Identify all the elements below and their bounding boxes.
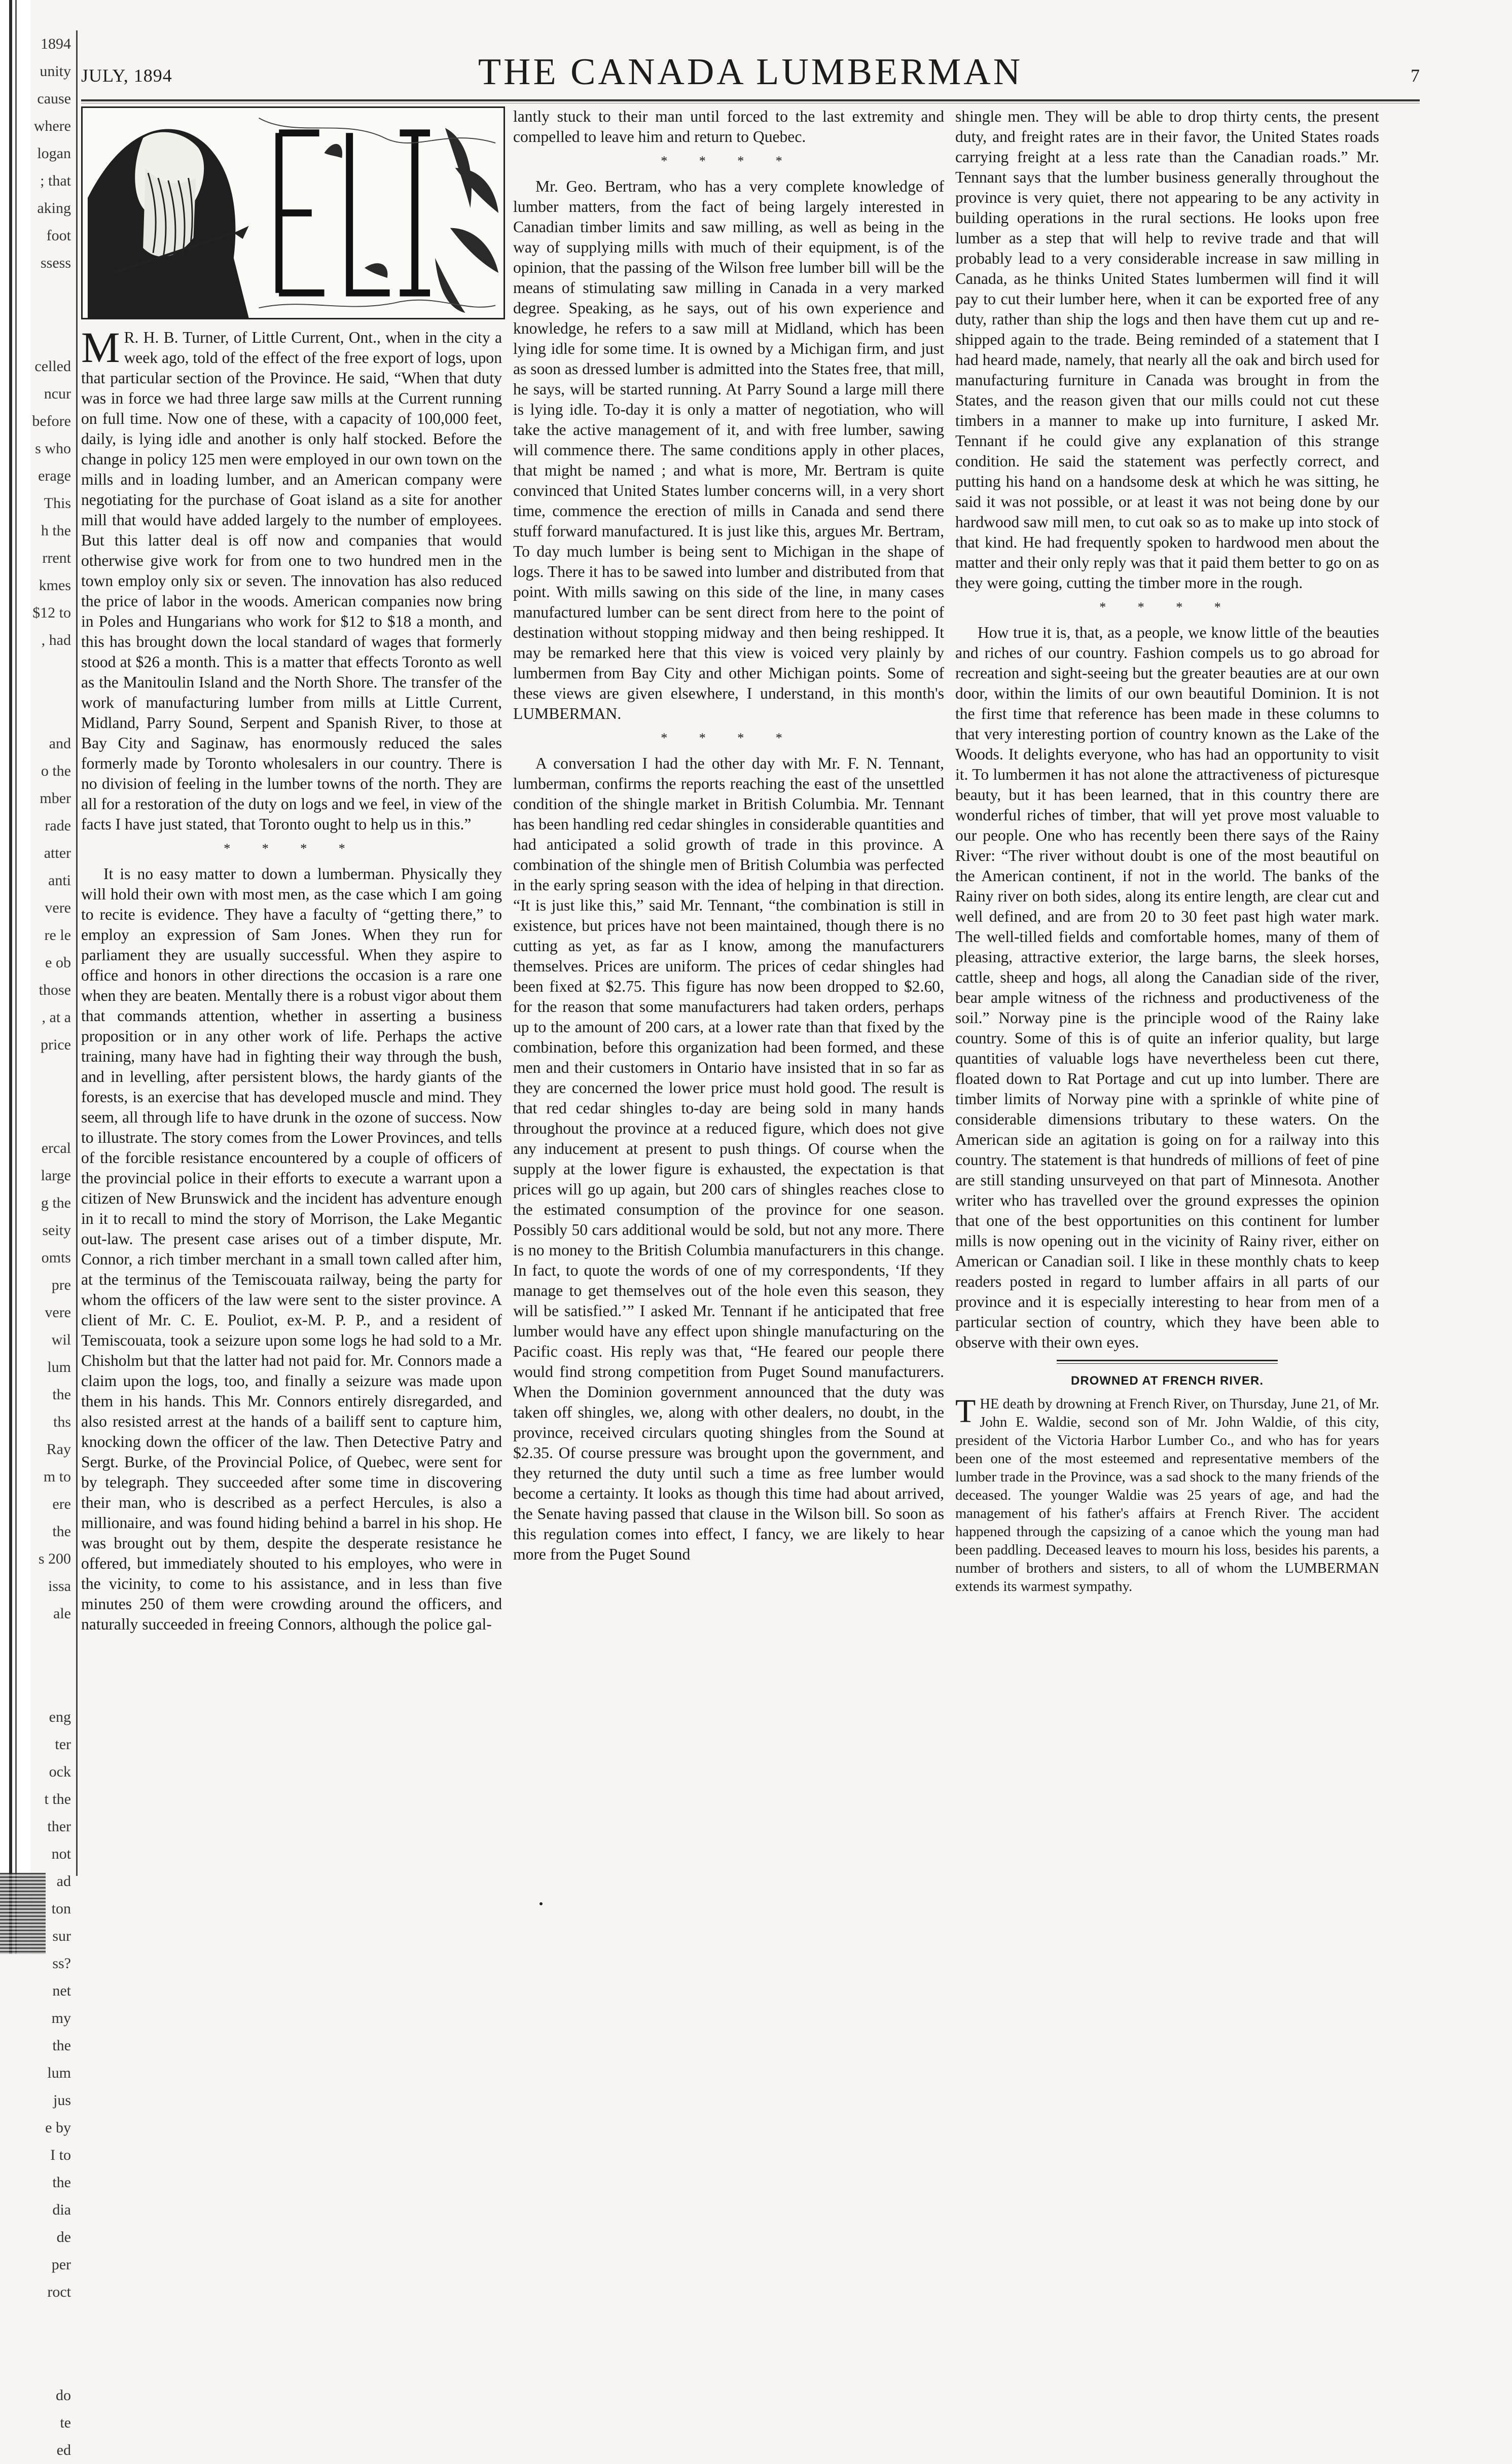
previous-page-fragment: ss? <box>52 1955 71 1972</box>
previous-page-fragment: s 200 <box>38 1550 71 1567</box>
heading-rule <box>1057 1360 1278 1361</box>
previous-page-fragment: ton <box>51 1900 71 1917</box>
previous-page-fragment: lum <box>47 2064 71 2081</box>
article-tennant-paragraph: A conversation I had the other day with Mr. F. N. Tennant, lumberman, confirms the reports reaching the east of the unsettled condition of the shingle market in British Columbia. Mr. Tennant has been handling red cedar shingles in considerable quantities and had anticipated a solid growth of trade in this province. A combination of the shingle men of British Columbia was perfected in the early spring season with the idea of helping in that direction. “It is just like this,” said Mr. Tennant, “the combination is still in existence, but prices have not been maintained, though there is no cutting as yet, as far as I know, among the manufacturers themselves. Prices are uniform. The prices of cedar shingles had been fixed at $2.75. This figure has now been dropped to $2.60, for the reason that some manufacturers had taken orders, perhaps up to the amount of 200 cars, at a lower rate than that fixed by the combination, before this organization had been formed, and these men and their customers in Ontario have insisted that in so far as they are concerned the lower price must hold good. The result is that red cedar shingles to-day are being sold in many hands throughout the province at a reduced figure, which does not give any inducement at present to push things. Of course when the supply at the lower figure is exhausted, the expectation is that prices will go up again, but 200 cars of shingles reaches close to the estimated consumption of the province for one season. Possibly 50 cars additional would be sold, but not any more. There is no money to the British Columbia manufacturers in this change. In fact, to quote the words of one of my correspondents, ‘If they manage to get themselves out of the hole even this season, they will be satisfied.’” I asked Mr. Tennant if he anticipated that free lumber would have any effect upon shingle manufacturing on the Pacific coast. His reply was that, “He feared our people there would find strong competition from Puget Sound manufacturers. When the Dominion government announced that the duty was taken off shingles, we, along with other dealers, no doubt, in the province, received circulars quoting shingles from the Sound at $2.35. Of course pressure was brought upon the government, and they returned the duty until such a time as free lumber would become a certainty. It looks as though this time had about arrived, the Senate having passed that clause in the Wilson bill. So soon as this regulation comes into effect, I fancy, we are likely to hear more from the Puget Sound <box>513 754 944 1563</box>
article-turner-paragraph: R. H. B. Turner, of Little Current, Ont., when in the city a week ago, told of the effect of the free export of logs, upon that particular section of the Province. He said, “When that duty was in force we had three large saw mills at the Current running on full time. Now one of these, with a capacity of 100,000 feet, daily, is lying idle and another is only half stocked. Before the change in policy 125 men were employed in our own town on the mills and in loading lumber, and an American company were negotiating for the purchase of Goat island as a site for another mill that would have added largely to the number of employees. But this latter deal is off now and companies that would otherwise give work for from one to two hundred men in the town employ only six or seven. The innovation has also reduced the price of labor in the woods. American companies now bring in Poles and Hungarians who work for $12 to $18 a month, and this has brought down the local standard of wages that formerly stood at $26 a month. This is a matter that effects Toronto as well as the Manitoulin Island and the North Shore. The transfer of the work of manufacturing lumber from mills at Little Current, Midland, Parry Sound, Serpent and Spanish River, to those at Bay City and Saginaw, has enormously reduced the sales formerly made by Toronto wholesalers in our country. There is no division of feeling in the lumber towns of the north. They are all for a restoration of the duty on logs and we feel, in view of the facts I have just stated, that Toronto ought to help us in this.” <box>81 329 502 833</box>
previous-page-fragment: ock <box>49 1763 71 1780</box>
previous-page-fragment: roct <box>47 2284 71 2300</box>
previous-page-fragment: te <box>60 2414 71 2431</box>
decorative-initial-illustration <box>81 106 505 319</box>
previous-page-fragment: atter <box>44 845 71 861</box>
fragment-gap <box>20 1059 71 1135</box>
previous-page-fragment: my <box>51 2010 71 2026</box>
previous-page-fragment: h the <box>41 522 71 539</box>
page-header <box>81 51 1420 99</box>
drowned-article-text: HE death by drowning at French River, on Thursday, June 21, of Mr. John E. Waldie, second son of Mr. John Waldie, of this city, president of the Victoria Harbor Lumber Co., and who has for years been one of the most esteemed and representative members of the lumber trade in the Province, was a sad shock to the many friends of the deceased. The younger Waldie was 25 years of age, and had the management of his father's affairs at French River. The accident happened through the capsizing of a canoe which the young man had been paddling. Deceased leaves to mourn his loss, besides his parents, a number of brothers and sisters, to all of whom the LUMBERMAN extends its warmest sympathy. <box>955 1396 1379 1595</box>
previous-page-fragment: This <box>44 495 71 512</box>
column-1 <box>81 106 502 1635</box>
previous-page-fragment: erage <box>38 467 71 484</box>
previous-page-fragment: t the <box>44 1791 71 1807</box>
previous-page-fragment: net <box>52 1982 71 1999</box>
previous-page-fragment: e ob <box>45 954 71 971</box>
previous-page-fragment: the <box>52 1523 71 1540</box>
article-bertram-paragraph: Mr. Geo. Bertram, who has a very complete knowledge of lumber matters, from the fact of being largely interested in Canadian timber limits and saw milling, as well as being in the way of supplying mills with much of their equipment, is of the opinion, that the passing of the Wilson free lumber bill will be the means of stimulating saw milling in Canada in a very marked degree. Speaking, as he says, out of his own experience and knowledge, he refers to a saw mill at Midland, which has been lying idle for some time. It is owned by a Michigan firm, and just as soon as dressed lumber is admitted into the States free, that mill, he says, will be started running. At Parry Sound a large mill there is lying idle. To-day it is only a matter of negotiation, who will take the active management of it, and with free lumber, sawing will commence there. The same conditions apply in other places, that might be named ; and what is more, Mr. Bertram is quite convinced that United States lumber concerns will, in a very short time, commence the erection of mills in Canada and send there stuff forward manufactured. It is just like this, argues Mr. Bertram, To day much lumber is being sent to Michigan in the shape of logs. There it has to be sawed into lumber and distributed from that point. With mills sawing on this side of the line, in many cases manufactured lumber can be sent direct from here to the point of destination without stopping midway and then being reshipped. It may be remarked here that this view is voiced very plainly by lumbermen from Bay City and other Michigan points. Some of these views are given elsewhere, I understand, in this month's LUMBERMAN. <box>513 177 944 722</box>
previous-page-fragment: logan <box>37 145 71 162</box>
fragment-gap <box>20 277 71 353</box>
previous-page-fragment: celled <box>34 358 71 375</box>
previous-page-fragment: ercal <box>41 1140 71 1156</box>
fragment-gap <box>20 654 71 730</box>
previous-page-fragment: re le <box>44 927 71 944</box>
previous-page-fragment: Ray <box>46 1441 71 1458</box>
header-rule <box>81 99 1420 101</box>
previous-page-fragment: mber <box>40 790 71 807</box>
masthead-title: THE CANADA LUMBERMAN <box>478 51 1023 93</box>
previous-page-fragment: aking <box>37 200 71 216</box>
previous-page-fragment: vere <box>45 899 71 916</box>
previous-page-fragment: not <box>51 1845 71 1862</box>
previous-page-fragment: the <box>52 1386 71 1403</box>
woodcut-figure-icon <box>83 108 503 318</box>
previous-page-fragment: s who <box>35 440 71 457</box>
section-separator: * * * * <box>661 154 797 168</box>
previous-page-fragment: eng <box>49 1709 71 1725</box>
previous-page-fragment: wil <box>51 1331 71 1348</box>
section-separator: * * * * <box>661 731 797 745</box>
previous-page-fragment: where <box>33 118 71 134</box>
previous-page-fragment: before <box>32 413 71 429</box>
previous-page-fragment: de <box>56 2229 71 2245</box>
drowned-heading: DROWNED AT FRENCH RIVER. <box>1071 1374 1264 1388</box>
previous-page-fragment: do <box>56 2387 71 2404</box>
previous-page-fragment: ad <box>56 1873 71 1890</box>
previous-page-fragment: 1894 <box>41 35 71 52</box>
print-speck <box>539 1902 543 1905</box>
drop-cap: T <box>955 1393 976 1430</box>
article-continuation-paragraph: lantly stuck to their man until forced to the last extremity and compelled to leave him and return to Quebec. <box>513 107 944 146</box>
previous-page-fragment: ther <box>47 1818 71 1835</box>
previous-page-fragment: vere <box>45 1304 71 1321</box>
fragment-gap <box>20 2306 71 2382</box>
previous-page-fragment: ere <box>52 1496 71 1512</box>
previous-page-fragment: ssess <box>40 255 71 271</box>
previous-page-fragment: ncur <box>44 385 71 402</box>
previous-page-fragment: ed <box>56 2442 71 2458</box>
section-separator: * * * * <box>224 841 359 856</box>
article-lumberman-paragraph: It is no easy matter to down a lumberman. Physically they will hold their own with most men, as the case which I am going to recite is evidence. They have a faculty of “getting there,” to employ an expression of Sam Jones. When they run for parliament they are usually successful. When they aspire to office and honors in other directions the occasion is a rare one when they are beaten. Mentally there is a robust vigor about them that commands attention, whether in asserting a business proposition or in any other work of life. Perhaps the active training, many have had in fighting their way through the bush, and in levelling, after persistent blows, the hardy giants of the forests, is an exercise that has developed muscle and mind. They seem, all through life to have drunk in the ozone of success. Now to illustrate. The story comes from the Lower Provinces, and tells of the forcible resistance encountered by a couple of officers of the provincial police in their efforts to execute a warrant upon a citizen of New Brunswick and the incident has adventure enough in it to recall to mind the story of Morrison, the Lake Megantic out-law. The present case arises out of a timber dispute, Mr. Connor, a rich timber merchant in a small town called after him, at the terminus of the Temiscouata railway, being the party for whom the officers of the law were sent to the sister province. A client of Mr. C. E. Pouliot, ex-M. P. P., and a resident of Temiscouata, took a seizure upon some logs he had sold to a Mr. Chisholm but that the latter had not paid for. Mr. Connors made a claim upon the logs, too, and finally a seizure was made upon them in his hands. This Mr. Connors entirely disregarded, and also resisted arrest at the hands of a bailiff sent to capture him, knocking down the officer of the law. Then Detective Patry and Sergt. Burke, of the Provincial Police, of Quebec, were sent for by telegraph. They succeeded after some time in discovering their man, who is described as a perfect Hercules, is also a millionaire, and was found hiding behind a barrel in his shop. He was brought out by them, despite the desperate resistance he offered, but immediately shouted to his employes, who were in the vicinity, to come to his assistance, and in less than five minutes 250 of them were crowding around the officers, and naturally succeeded in freeing Connors, although the police gal- <box>81 865 502 1633</box>
previous-page-fragment: pre <box>51 1277 71 1293</box>
previous-page-fragment: foot <box>46 227 71 244</box>
previous-page-fragment: per <box>51 2256 71 2273</box>
previous-page-fragment: issa <box>48 1578 71 1595</box>
article-shingle-continuation-paragraph: shingle men. They will be able to drop thirty cents, the present duty, and freight rates are in their favor, the United States roads carrying freight at a less rate than the Canadian roads.” Mr. Tennant says that the lumber business generally throughout the province is very quiet, there not appearing to be any activity in building operations in the rural sections. He looks upon free lumber as a step that will help to revive trade and that will probably lead to a very considerable increase in saw milling in Canada, as he thinks United States lumbermen will find it will pay to cut their lumber here, when it can be exported free of any duty, rather than ship the logs and then have them cut up and re-shipped again to the trade. Being reminded of a statement that I had heard made, namely, that nearly all the oak and birch used for manufacturing furniture in Canada was brought in from the States, and the reason given that our mills could not cut these timbers in a manner to make up into furniture, I asked Mr. Tennant if he could give any explanation of this strange condition. He said the statement was perfectly correct, and putting his hand on a handsome desk at which he was sitting, he said it was not possible, or at least it was not being done by our hardwood saw mill men, to cut oak so as to make up into stock of that kind. He had frequently spoken to hardwood men about the matter and their only reply was that it paid them better to go on as they were going, cutting the timber more in the rough. <box>955 107 1379 592</box>
column-2 <box>513 106 944 1565</box>
previous-page-fragment: e by <box>45 2119 71 2136</box>
previous-page-fragment: , at a <box>42 1009 71 1026</box>
previous-page-fragment: sur <box>52 1928 71 1944</box>
previous-page-fragment: ths <box>53 1414 71 1430</box>
previous-page-fragment: jus <box>53 2092 71 2109</box>
column-rule-left <box>76 30 78 1876</box>
previous-page-fragment: those <box>39 982 71 998</box>
previous-page-fragment: lum <box>47 1359 71 1375</box>
previous-page-fragment: m to <box>43 1468 71 1485</box>
column-3 <box>955 106 1379 1596</box>
previous-page-fragment: unity <box>40 63 71 80</box>
previous-page-fragment: , had <box>41 632 71 648</box>
fragment-gap <box>20 1627 71 1704</box>
previous-page-fragment: large <box>41 1167 71 1184</box>
previous-page-fragment: rrent <box>42 550 71 566</box>
previous-page-fragments <box>20 30 71 2458</box>
previous-page-fragment: $12 to <box>32 604 71 621</box>
previous-page-fragment: ter <box>55 1736 71 1753</box>
previous-page-fragment: omts <box>41 1249 71 1266</box>
previous-page-fragment: seity <box>42 1222 71 1239</box>
previous-page-fragment: ; that <box>40 172 71 189</box>
article-rainy-river-paragraph: How true it is, that, as a people, we know little of the beauties and riches of our country. Fashion compels us to go abroad for recreation and sight-seeing but the greater beauties are at our own door, within the limits of our own beautiful Dominion. It is not the first time that reference has been made in these columns to that very interesting portion of country known as the Lake of the Woods. It delights everyone, who has had an opportunity to visit it. To lumbermen it has not alone the attractiveness of picturesque beauty, but it has been learned, that in this country there are wonderful riches of timber, that will yet prove most valuable to our people. One who has recently been there says of the Rainy River: “The river without doubt is one of the most beautiful on the American continent, if not in the world. The banks of the Rainy river on both sides, along its entire length, are clear cut and well defined, and are from 20 to 30 feet past high water mark. The well-tilled fields and comfortable homes, many of them of pleasing, attractive exterior, the large barns, the sleek horses, cattle, sheep and hogs, all along the Canadian side of the river, bear ample witness of the richness and productiveness of the soil.” Norway pine is the principle wood of the Rainy lake country. Some of this is of quite an inferior quality, but large quantities of valuable logs have nevertheless been cut there, floated down to Rat Portage and cut up into lumber. There are timber limits of Norway pine with a sprinkle of white pine of considerable dimensions tributary to these waters. On the American side an agitation is going on for a railway into this country. The statement is that hundreds of millions of feet of pine are still standing unsurveyed on that part of Minnesota. Another writer who has travelled over the ground expresses the opinion that one of the best opportunities on this continent for lumber mills is now opening out in the vicinity of Rainy river, either on American or Canadian soil. I like in these monthly chats to keep readers posted in regard to lumber affairs in all parts of our province and it is especially interesting to hear from men of a particular section of country, which they have been able to observe with their own eyes. <box>955 624 1379 1351</box>
previous-page-fragment: and <box>49 735 71 752</box>
previous-page-fragment: the <box>52 2037 71 2054</box>
previous-page-fragment: cause <box>37 90 71 107</box>
previous-page-fragment: rade <box>45 817 71 834</box>
previous-page-fragment: the <box>52 2174 71 2191</box>
heading-rule-thin <box>1057 1363 1278 1364</box>
drop-cap: M <box>81 323 120 372</box>
previous-page-fragment: I to <box>50 2147 71 2163</box>
previous-page-fragment: o the <box>41 763 71 779</box>
previous-page-fragment: price <box>41 1036 71 1053</box>
previous-page-fragment: anti <box>48 872 71 889</box>
page-number: 7 <box>1411 65 1420 86</box>
previous-page-fragment: dia <box>52 2201 71 2218</box>
previous-page-fragment: g the <box>41 1194 71 1211</box>
header-date: JULY, 1894 <box>81 65 172 86</box>
previous-page-fragment: ale <box>53 1605 71 1622</box>
section-separator: * * * * <box>1099 600 1235 614</box>
previous-page-fragment: kmes <box>39 577 71 594</box>
